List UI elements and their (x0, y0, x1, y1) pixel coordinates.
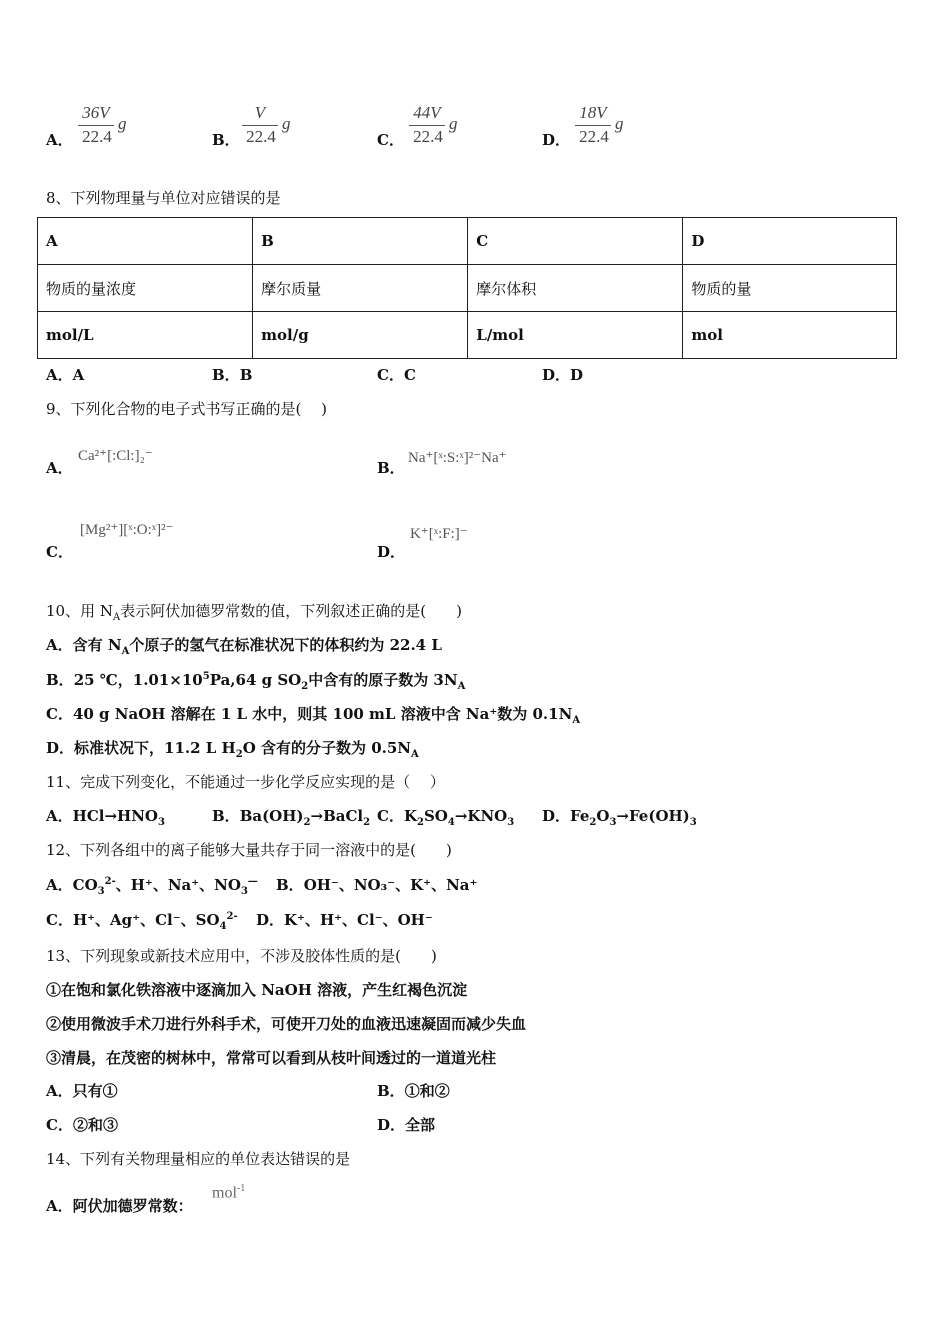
option-text: Ba(OH) (239, 807, 304, 825)
unit: g (449, 114, 458, 133)
subscript: 3 (240, 886, 248, 897)
option-text: CO (72, 876, 98, 894)
option-label: C． (46, 1116, 73, 1134)
subscript: A (112, 612, 121, 623)
option-text: O (596, 807, 610, 825)
table-row (38, 312, 897, 359)
option-label: A． (46, 366, 73, 384)
fraction-bar (78, 125, 114, 126)
q12-option-c (46, 909, 238, 932)
subscript: 3 (609, 817, 617, 828)
option-text: K⁺、H⁺、Cl⁻、OH⁻ (284, 911, 433, 929)
option-label: A． (46, 876, 73, 894)
option-text: A (72, 366, 85, 384)
unit: g (615, 114, 624, 133)
option-label: C． (377, 807, 404, 825)
numerator: 44V (413, 103, 441, 122)
denominator: 22.4 (413, 127, 443, 146)
q7-option-b-label: B． (212, 131, 240, 149)
subscript: A (457, 681, 466, 692)
table-cell: L/mol (468, 312, 683, 359)
table-row (38, 265, 897, 312)
option-text: 25 ℃，1.01×10 (73, 671, 203, 689)
q8-option-a (46, 364, 84, 385)
q10-option-d (46, 737, 419, 760)
option-label: B． (46, 671, 74, 689)
table-cell: mol/g (253, 312, 468, 359)
subscript: 2 (303, 817, 311, 828)
q14-stem: 14、下列有关物理量相应的单位表达错误的是 (46, 1150, 351, 1168)
q12-option-a (46, 874, 258, 897)
q13-option-b (377, 1080, 450, 1101)
q13-stem: 13、下列现象或新技术应用中，不涉及胶体性质的是( ) (46, 947, 437, 965)
superscript: — (247, 876, 258, 887)
option-text: 全部 (405, 1116, 436, 1134)
option-text: B (239, 366, 253, 384)
q14-option-a-unit (212, 1183, 245, 1202)
q9-option-c-label: C． (46, 543, 73, 561)
option-text: H⁺、Ag⁺、Cl⁻、SO (72, 911, 220, 929)
option-label: D． (256, 911, 285, 929)
unit-text: mol (212, 1184, 237, 1202)
table-cell: A (38, 218, 253, 265)
table-cell: 物质的量 (683, 265, 897, 312)
subscript: 3 (97, 886, 105, 897)
option-text: HCl→HNO (72, 807, 158, 825)
q9-option-c-formula: [Mg²⁺][ˣ:O:ˣ]²⁻ (80, 522, 174, 538)
q11-stem: 11、完成下列变化，不能通过一步化学反应实现的是（ ） (46, 773, 445, 791)
q7-option-d-label: D． (542, 131, 571, 149)
option-text: D (570, 366, 584, 384)
option-label: D． (377, 1116, 406, 1134)
table-cell: C (468, 218, 683, 265)
subscript: A (572, 715, 581, 726)
option-text: 中含有的原子数为 3N (308, 671, 458, 689)
superscript: -1 (236, 1183, 246, 1194)
q12-stem: 12、下列各组中的离子能够大量共存于同一溶液中的是( ) (46, 841, 452, 859)
stem-text: 10、用 N (46, 602, 113, 620)
denominator: 22.4 (82, 127, 112, 146)
subscript: 3 (689, 817, 697, 828)
table-cell: 摩尔体积 (468, 265, 683, 312)
subscript: 2 (417, 817, 424, 828)
q13-option-c (46, 1114, 118, 1135)
q9-option-a-formula: Ca²⁺[:Cl:]₂⁻ (78, 448, 153, 464)
option-text: ①和② (404, 1082, 450, 1100)
option-text: Fe (570, 807, 590, 825)
option-label: A． (46, 636, 73, 654)
option-text: K (403, 807, 417, 825)
unit: g (118, 114, 127, 133)
q12-option-d (256, 909, 433, 930)
q10-option-a (46, 634, 442, 657)
option-text: 个原子的氢气在标准状况下的体积约为 22.4 L (129, 636, 442, 654)
subscript: 3 (157, 817, 165, 828)
option-text: Pa,64 g SO (209, 671, 302, 689)
option-text: O 含有的分子数为 0.5N (242, 739, 412, 757)
option-label: D． (542, 807, 571, 825)
subscript: 2 (301, 681, 309, 692)
option-text: OH⁻、NO₃⁻、K⁺、Na⁺ (303, 876, 478, 894)
q11-option-a (46, 805, 165, 828)
table-cell: mol (683, 312, 897, 359)
q11-option-d (542, 805, 697, 828)
q8-option-d (542, 364, 583, 385)
option-label: A． (46, 1082, 73, 1100)
option-label: C． (46, 705, 73, 723)
subscript: 2 (589, 817, 597, 828)
fraction-bar (242, 125, 278, 126)
option-text: 阿伏加德罗常数： (72, 1197, 193, 1215)
q8-stem: 8、下列物理量与单位对应错误的是 (46, 189, 281, 207)
q10-option-b (46, 669, 465, 692)
table-cell: mol/L (38, 312, 253, 359)
table-cell: 摩尔质量 (253, 265, 468, 312)
table-cell: D (683, 218, 897, 265)
q13-option-a (46, 1080, 118, 1101)
subscript: 2 (363, 817, 371, 828)
option-label: C． (377, 366, 404, 384)
option-label: D． (46, 739, 75, 757)
q12-option-b (276, 874, 477, 895)
subscript: 3 (507, 817, 515, 828)
subscript: 4 (219, 921, 227, 932)
q8-option-c (377, 364, 416, 385)
q9-option-d-label: D． (377, 543, 406, 561)
option-label: B． (377, 1082, 405, 1100)
q13-item-3: ③清晨，在茂密的树林中，常常可以看到从枝叶间透过的一道道光柱 (46, 1049, 497, 1067)
stem-text: 表示阿伏加德罗常数的值，下列叙述正确的是( ) (120, 602, 462, 620)
q8-option-b (212, 364, 252, 385)
option-text: 、H⁺、Na⁺、NO (115, 876, 241, 894)
q13-item-2: ②使用微波手术刀进行外科手术，可使开刀处的血液迅速凝固而减少失血 (46, 1015, 527, 1033)
option-text: 只有① (72, 1082, 118, 1100)
denominator: 22.4 (246, 127, 276, 146)
q14-option-a (46, 1195, 193, 1216)
denominator: 22.4 (579, 127, 609, 146)
option-label: B． (212, 807, 240, 825)
numerator: 36V (82, 103, 110, 122)
q13-item-1: ①在饱和氯化铁溶液中逐滴加入 NaOH 溶液，产生红褐色沉淀 (46, 981, 468, 999)
option-text: 40 g NaOH 溶解在 1 L 水中，则其 100 mL 溶液中含 Na⁺数为 0.1N (72, 705, 573, 723)
unit: g (282, 114, 291, 133)
option-label: B． (276, 876, 304, 894)
option-text: ②和③ (72, 1116, 118, 1134)
option-text: 标准状况下，11.2 L H (74, 739, 236, 757)
option-text: →KNO (454, 807, 508, 825)
q9-option-b-formula: Na⁺[ˣ:S:ˣ]²⁻Na⁺ (408, 450, 507, 466)
option-text: →BaCl (310, 807, 364, 825)
superscript: 2- (104, 876, 116, 887)
superscript: 2- (226, 911, 238, 922)
table-cell: 物质的量浓度 (38, 265, 253, 312)
option-text: 含有 N (72, 636, 122, 654)
q9-option-b-label: B． (377, 459, 405, 477)
option-label: C． (46, 911, 73, 929)
numerator: V (254, 103, 266, 122)
q7-option-a-label: A． (46, 131, 73, 149)
option-label: D． (542, 366, 571, 384)
q10-option-c (46, 703, 580, 726)
q9-option-a-label: A． (46, 459, 73, 477)
q11-option-b (212, 805, 370, 828)
option-text: C (403, 366, 416, 384)
superscript: 5 (202, 671, 210, 682)
q9-stem: 9、下列化合物的电子式书写正确的是( ) (46, 400, 328, 418)
subscript: A (411, 749, 419, 760)
q10-stem (46, 600, 462, 623)
q9-option-d-formula: K⁺[ˣ:F:]⁻ (410, 526, 468, 542)
table-row (38, 218, 897, 265)
option-text: →Fe(OH) (616, 807, 690, 825)
q8-table (37, 217, 897, 359)
fraction-bar (409, 125, 445, 126)
subscript: A (121, 646, 130, 657)
option-label: A． (46, 807, 73, 825)
subscript: 4 (447, 817, 455, 828)
subscript: 2 (235, 749, 243, 760)
table-cell: B (253, 218, 468, 265)
option-label: B． (212, 366, 240, 384)
q7-option-c-label: C． (377, 131, 404, 149)
option-text: SO (423, 807, 448, 825)
option-label: A． (46, 1197, 73, 1215)
q11-option-c (377, 805, 514, 828)
fraction-bar (575, 125, 611, 126)
numerator: 18V (579, 103, 607, 122)
q13-option-d (377, 1114, 435, 1135)
